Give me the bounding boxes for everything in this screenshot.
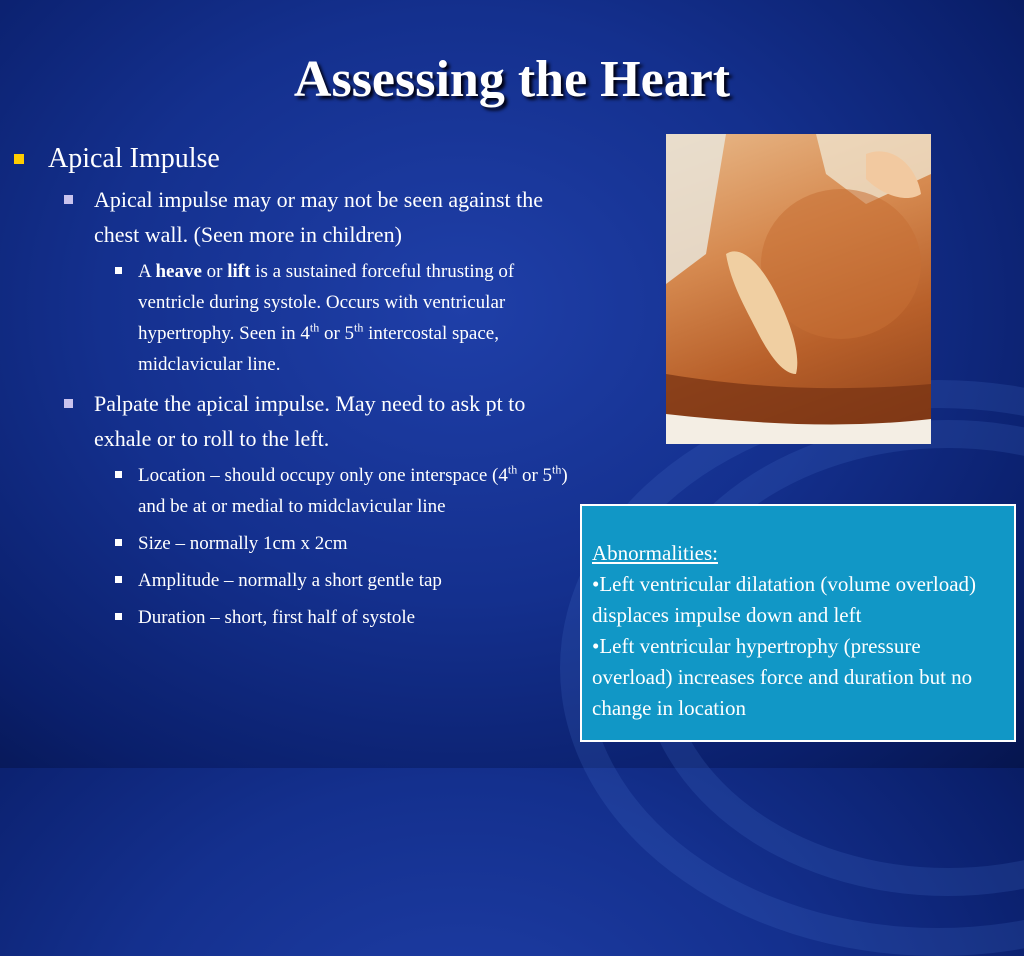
bullet-text: Location – should occupy only one interspace (4: [138, 465, 508, 486]
superscript-th: th: [552, 462, 562, 477]
abnormalities-heading: Abnormalities:: [592, 541, 718, 565]
superscript-th: th: [309, 320, 320, 335]
palpation-photo: [666, 134, 931, 444]
bullet-text: intercostal space, midclavicular line.: [138, 323, 499, 375]
square-bullet-icon: [14, 154, 24, 164]
abnormality-item: •Left ventricular dilatation (volume overload) displaces impulse down and left: [592, 572, 977, 627]
square-bullet-icon: [115, 576, 122, 583]
bullet-text: or 5: [319, 323, 355, 344]
bullet-text: ) and be at or medial to midclavicular line: [138, 465, 568, 517]
square-bullet-icon: [64, 195, 73, 204]
abnormalities-box: [580, 504, 1016, 742]
bullet-amplitude: [12, 565, 572, 596]
bullet-text-or: or: [201, 261, 228, 282]
bullet-text: Size – normally 1cm x 2cm: [138, 533, 348, 554]
bullet-location: [12, 460, 572, 522]
bullet-text: Apical Impulse: [48, 143, 220, 174]
square-bullet-icon: [115, 539, 122, 546]
square-bullet-icon: [115, 267, 122, 274]
slide-content: [12, 142, 572, 639]
superscript-th: th: [507, 462, 518, 477]
bullet-heave-lift: [12, 256, 572, 380]
term-lift: lift: [227, 261, 251, 282]
bullet-duration: [12, 602, 572, 633]
palpation-illustration: [666, 134, 931, 444]
square-bullet-icon: [115, 613, 122, 620]
bullet-visibility: [12, 182, 572, 252]
bullet-text: Palpate the apical impulse. May need to ask pt to exhale or to roll to the left.: [94, 391, 526, 451]
superscript-th: th: [354, 320, 364, 335]
bullet-palpate: [12, 386, 572, 456]
bullet-text: Amplitude – normally a short gentle tap: [138, 570, 442, 591]
term-heave: heave: [155, 261, 202, 282]
bullet-text: is a sustained forceful thrusting of ventricle during systole. Occurs with ventricular hypertrophy. Seen in 4: [138, 261, 515, 344]
slide-title: Assessing the Heart: [293, 51, 731, 108]
bullet-text: Duration – short, first half of systole: [138, 607, 416, 628]
abnormality-item: •Left ventricular hypertrophy (pressure overload) increases force and duration but no change in location: [592, 634, 973, 720]
bullet-size: [12, 528, 572, 559]
bullet-text: Apical impulse may or may not be seen against the chest wall. (Seen more in children): [94, 187, 544, 247]
bullet-text-a: A: [138, 261, 156, 282]
square-bullet-icon: [64, 399, 73, 408]
bullet-apical-impulse: [12, 142, 572, 176]
square-bullet-icon: [115, 471, 122, 478]
bullet-text: or 5: [517, 465, 553, 486]
